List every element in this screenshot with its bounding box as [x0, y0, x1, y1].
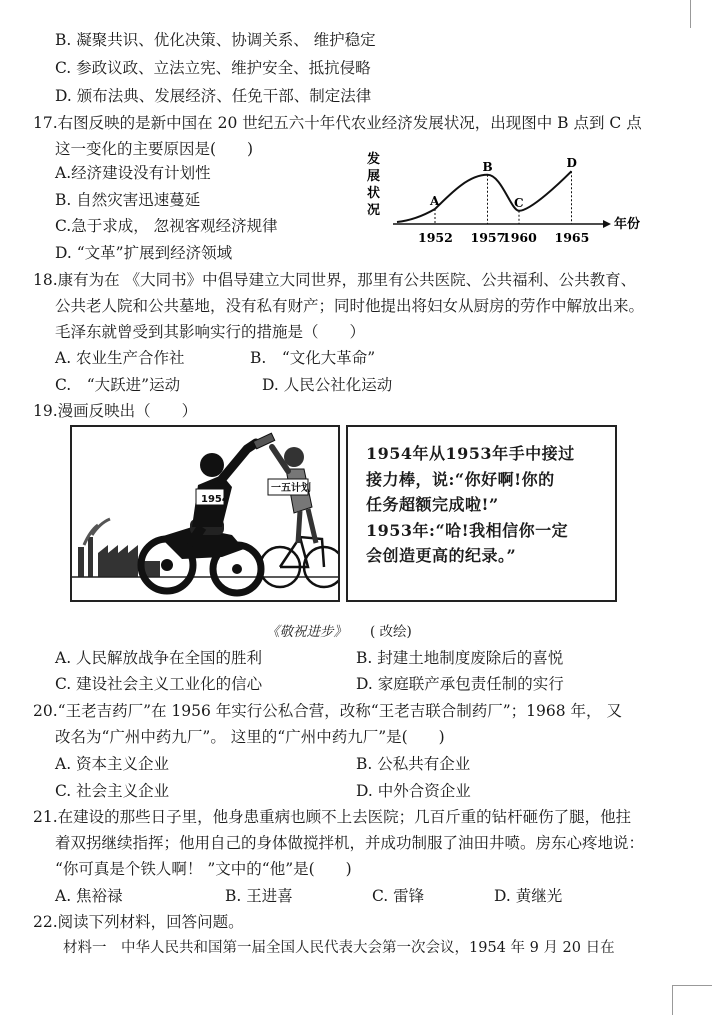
q17-stem-line2: 这一变化的主要原因是( )	[55, 140, 254, 158]
q22-material1: 材料一 中华人民共和国第一届全国人民代表大会第一次会议，1954 年 9 月 20 日在	[63, 940, 615, 956]
comic-text-line: 任务超额完成啦!”	[366, 495, 499, 514]
q18-option-a: A. 农业生产合作社	[55, 349, 185, 367]
q17-stem-line1: 17.右图反映的是新中国在 20 世纪五六十年代农业经济发展状况，出现图中 B 点到 C 点	[33, 114, 642, 132]
chart-series-line	[397, 171, 572, 222]
chart-point-label: D	[566, 156, 577, 171]
chart-point-label: C	[514, 195, 524, 210]
chart-tick-label: 1960	[502, 230, 537, 245]
q21-option-a: A. 焦裕禄	[55, 887, 123, 905]
chart-tick-label: 1952	[418, 230, 453, 245]
q22-stem: 22.阅读下列材料，回答问题。	[33, 913, 244, 931]
chart-point-label: A	[430, 194, 440, 208]
q18-stem-line2: 公共老人院和公共墓地，没有私有财产；同时他提出将妇女从厨房的劳作中解放出来。	[55, 297, 645, 315]
chart-xlabel: 年份	[614, 217, 641, 232]
q18-stem-line3: 毛泽东就曾受到其影响实行的措施是（ ）	[55, 323, 366, 341]
q20-option-d: D. 中外合资企业	[356, 782, 471, 800]
q19-option-a: A. 人民解放战争在全国的胜利	[55, 649, 263, 667]
comic-text-line: 会创造更高的纪录。”	[366, 546, 517, 565]
comic-text-line: 1953年:“哈!我相信你一定	[366, 520, 569, 540]
chart-ylabel-char: 展	[367, 169, 381, 184]
q16-option-d: D. 颁布法典、发展经济、任免干部、制定法律	[55, 87, 372, 105]
q21-option-b: B. 王进喜	[225, 887, 293, 905]
q17-option-d: D. “文革”扩展到经济领域	[55, 244, 233, 262]
q18-option-c: C. “大跃进”运动	[55, 376, 181, 394]
q16-option-c: C. 参政议政、立法立宪、维护安全、抵抗侵略	[55, 59, 371, 77]
q18-option-b: B. “文化大革命”	[250, 349, 376, 367]
q21-stem-line3: “你可真是个铁人啊！ ”文中的“他”是( )	[55, 860, 352, 878]
q16-option-b: B. 凝聚共识、优化决策、协调关系、 维护稳定	[55, 31, 376, 49]
chart-ylabel	[366, 151, 380, 218]
corner-mark-bottom-right	[672, 985, 712, 1015]
comic-illustration	[72, 427, 338, 600]
chart-ylabel-char: 状	[367, 186, 381, 201]
q19-option-d: D. 家庭联产承包责任制的实行	[356, 675, 564, 693]
comic-caption-note: ( 改绘)	[370, 624, 412, 640]
q19-option-c: C. 建设社会主义工业化的信心	[55, 675, 263, 693]
comic-text-line: 接力棒，说:“你好啊!你的	[366, 469, 555, 489]
corner-mark-top-right	[690, 0, 691, 28]
q21-stem-line1: 21.在建设的那些日子里，他身患重病也顾不上去医院；几百斤重的钻杆砸伤了腿，他拄	[33, 808, 632, 826]
chart-ylabel-char: 况	[367, 203, 381, 218]
comic-text-line: 1954年从1953年手中接过	[366, 444, 575, 463]
bicycle-icon	[260, 537, 338, 587]
q20-option-c: C. 社会主义企业	[55, 782, 170, 800]
chart-point-label: B	[482, 159, 493, 174]
comic-illustration-panel	[70, 425, 340, 602]
q18-option-d: D. 人民公社化运动	[262, 376, 393, 394]
chart-svg	[365, 150, 645, 248]
bicycle-label: 一五计划	[271, 483, 311, 494]
comic-caption-title: 《敬祝进步》	[266, 624, 347, 640]
chart-ylabel-char: 发	[367, 152, 381, 167]
q18-stem-line1: 18.康有为在 《大同书》中倡导建立大同世界，那里有公共医院、公共福利、公共教育、	[33, 271, 637, 289]
q20-option-b: B. 公私共有企业	[356, 755, 471, 773]
q20-option-a: A. 资本主义企业	[55, 755, 170, 773]
q17-option-c: C.急于求成， 忽视客观经济规律	[55, 217, 278, 235]
comic-figure	[70, 425, 617, 602]
comic-text-panel	[346, 425, 617, 602]
q19-stem: 19.漫画反映出（ ）	[33, 402, 198, 420]
q21-option-c: C. 雷锋	[372, 887, 425, 905]
chart-tick-label: 1957	[470, 230, 506, 245]
agri-development-chart	[365, 150, 645, 248]
q20-stem-line1: 20.“王老吉药厂”在 1956 年实行公私合营，改称“王老吉联合制药厂”；1968 年， 又	[33, 702, 622, 720]
q20-stem-line2: 改名为“广州中药九厂”。 这里的“广州中药九厂”是( )	[55, 728, 445, 746]
q17-option-a: A.经济建设没有计划性	[55, 164, 211, 182]
chart-x-axis-arrow	[603, 220, 611, 228]
q21-stem-line2: 着双拐继续指挥；他用自己的身体做搅拌机，并成功制服了油田井喷。房东心疼地说：	[55, 834, 645, 852]
q17-option-b: B. 自然灾害迅速蔓延	[55, 191, 201, 209]
q21-option-d: D. 黄继光	[494, 887, 563, 905]
q19-option-b: B. 封建土地制度废除后的喜悦	[356, 649, 564, 667]
motorcycle-label: 1954	[201, 494, 229, 505]
chart-tick-label: 1965	[554, 230, 590, 245]
